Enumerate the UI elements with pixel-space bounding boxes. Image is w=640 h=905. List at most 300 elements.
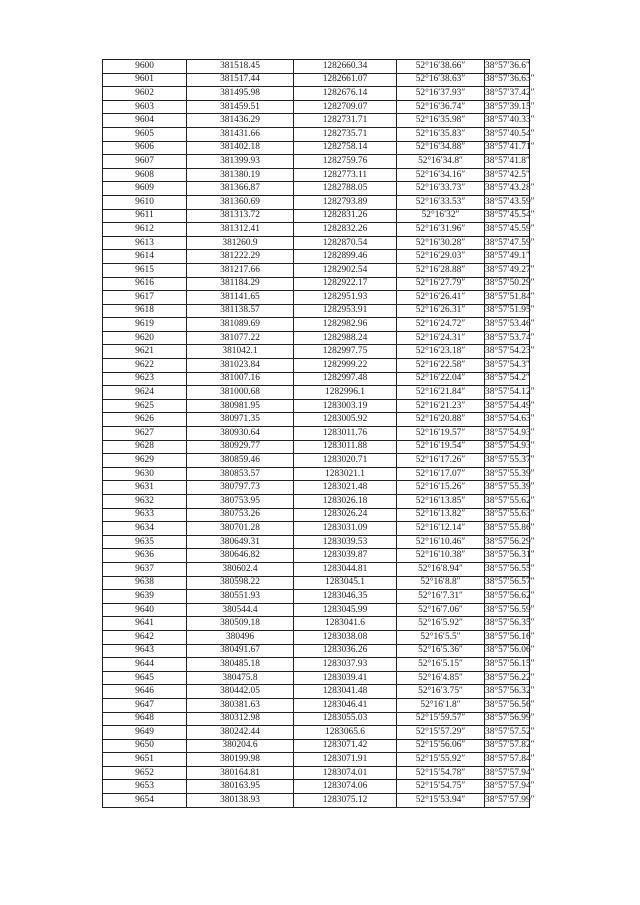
table-row xyxy=(103,794,530,808)
latitude-cell: 52°16′31.96″ xyxy=(397,223,485,237)
latitude-cell: 52°16′13.85″ xyxy=(397,495,485,509)
point-id-cell: 9613 xyxy=(103,236,187,250)
point-id-cell: 9648 xyxy=(103,712,187,726)
y-coordinate-cell: 1282922.17 xyxy=(294,277,397,291)
x-coordinate-cell: 381518.45 xyxy=(187,60,294,74)
table-row xyxy=(103,481,530,495)
point-id-cell: 9631 xyxy=(103,481,187,495)
x-coordinate-cell: 380598.22 xyxy=(187,576,294,590)
x-coordinate-cell: 381000.68 xyxy=(187,386,294,400)
table-row xyxy=(103,590,530,604)
latitude-cell: 52°16′5.15″ xyxy=(397,658,485,672)
y-coordinate-cell: 1283021.1 xyxy=(294,467,397,481)
point-id-cell: 9603 xyxy=(103,100,187,114)
x-coordinate-cell: 380646.82 xyxy=(187,549,294,563)
table-row xyxy=(103,318,530,332)
latitude-cell: 52°16′3.75″ xyxy=(397,685,485,699)
y-coordinate-cell: 1282731.71 xyxy=(294,114,397,128)
x-coordinate-cell: 380544.4 xyxy=(187,603,294,617)
longitude-cell: 38°57′49.27″ xyxy=(485,263,530,277)
x-coordinate-cell: 381260.9 xyxy=(187,236,294,250)
longitude-cell: 38°57′54.3″ xyxy=(485,359,530,373)
y-coordinate-cell: 1283045.1 xyxy=(294,576,397,590)
y-coordinate-cell: 1282735.71 xyxy=(294,127,397,141)
latitude-cell: 52°16′4.85″ xyxy=(397,671,485,685)
x-coordinate-cell: 380981.95 xyxy=(187,399,294,413)
longitude-cell: 38°57′36.63″ xyxy=(485,73,530,87)
point-id-cell: 9618 xyxy=(103,304,187,318)
table-row xyxy=(103,359,530,373)
point-id-cell: 9630 xyxy=(103,467,187,481)
x-coordinate-cell: 381431.66 xyxy=(187,127,294,141)
latitude-cell: 52°16′10.38″ xyxy=(397,549,485,563)
point-id-cell: 9633 xyxy=(103,508,187,522)
latitude-cell: 52°16′8.94″ xyxy=(397,562,485,576)
latitude-cell: 52°16′17.07″ xyxy=(397,467,485,481)
table-row xyxy=(103,127,530,141)
longitude-cell: 38°57′56.35″ xyxy=(485,617,530,631)
coordinate-table xyxy=(102,59,535,808)
point-id-cell: 9642 xyxy=(103,630,187,644)
table-row xyxy=(103,440,530,454)
latitude-cell: 52°16′24.31″ xyxy=(397,331,485,345)
y-coordinate-cell: 1282997.48 xyxy=(294,372,397,386)
table-row xyxy=(103,413,530,427)
table-row xyxy=(103,644,530,658)
latitude-cell: 52°16′19.54″ xyxy=(397,440,485,454)
point-id-cell: 9624 xyxy=(103,386,187,400)
table-row xyxy=(103,263,530,277)
x-coordinate-cell: 381380.19 xyxy=(187,168,294,182)
longitude-cell: 38°57′57.94″ xyxy=(485,766,530,780)
point-id-cell: 9617 xyxy=(103,291,187,305)
table-row xyxy=(103,223,530,237)
y-coordinate-cell: 1283011.88 xyxy=(294,440,397,454)
x-coordinate-cell: 380753.26 xyxy=(187,508,294,522)
x-coordinate-cell: 380163.95 xyxy=(187,780,294,794)
x-coordinate-cell: 381184.29 xyxy=(187,277,294,291)
table-row xyxy=(103,753,530,767)
longitude-cell: 38°57′56.29″ xyxy=(485,535,530,549)
latitude-cell: 52°15′54.75″ xyxy=(397,780,485,794)
point-id-cell: 9600 xyxy=(103,60,187,74)
y-coordinate-cell: 1283055.03 xyxy=(294,712,397,726)
point-id-cell: 9643 xyxy=(103,644,187,658)
point-id-cell: 9606 xyxy=(103,141,187,155)
y-coordinate-cell: 1283026.24 xyxy=(294,508,397,522)
latitude-cell: 52°16′27.79″ xyxy=(397,277,485,291)
longitude-cell: 38°57′45.54″ xyxy=(485,209,530,223)
longitude-cell: 38°57′56.99″ xyxy=(485,712,530,726)
y-coordinate-cell: 1283074.01 xyxy=(294,766,397,780)
longitude-cell: 38°57′56.57″ xyxy=(485,576,530,590)
x-coordinate-cell: 380649.31 xyxy=(187,535,294,549)
x-coordinate-cell: 381138.57 xyxy=(187,304,294,318)
x-coordinate-cell: 380859.46 xyxy=(187,454,294,468)
y-coordinate-cell: 1283021.48 xyxy=(294,481,397,495)
longitude-cell: 38°57′57.94″ xyxy=(485,780,530,794)
longitude-cell: 38°57′55.86″ xyxy=(485,522,530,536)
latitude-cell: 52°16′35.98″ xyxy=(397,114,485,128)
longitude-cell: 38°57′39.15″ xyxy=(485,100,530,114)
point-id-cell: 9629 xyxy=(103,454,187,468)
point-id-cell: 9614 xyxy=(103,250,187,264)
y-coordinate-cell: 1283046.35 xyxy=(294,590,397,604)
latitude-cell: 52°16′34.16″ xyxy=(397,168,485,182)
x-coordinate-cell: 381222.29 xyxy=(187,250,294,264)
y-coordinate-cell: 1283065.6 xyxy=(294,726,397,740)
latitude-cell: 52°16′32″ xyxy=(397,209,485,223)
y-coordinate-cell: 1282709.07 xyxy=(294,100,397,114)
point-id-cell: 9612 xyxy=(103,223,187,237)
y-coordinate-cell: 1282676.14 xyxy=(294,87,397,101)
table-row xyxy=(103,535,530,549)
point-id-cell: 9647 xyxy=(103,698,187,712)
x-coordinate-cell: 380312.98 xyxy=(187,712,294,726)
y-coordinate-cell: 1283045.99 xyxy=(294,603,397,617)
x-coordinate-cell: 381366.87 xyxy=(187,182,294,196)
x-coordinate-cell: 380381.63 xyxy=(187,698,294,712)
longitude-cell: 38°57′56.16″ xyxy=(485,630,530,644)
x-coordinate-cell: 381399.93 xyxy=(187,155,294,169)
latitude-cell: 52°15′56.06″ xyxy=(397,739,485,753)
longitude-cell: 38°57′55.37″ xyxy=(485,454,530,468)
x-coordinate-cell: 381023.84 xyxy=(187,359,294,373)
point-id-cell: 9601 xyxy=(103,73,187,87)
longitude-cell: 38°57′56.32″ xyxy=(485,685,530,699)
table-row xyxy=(103,671,530,685)
y-coordinate-cell: 1282788.05 xyxy=(294,182,397,196)
y-coordinate-cell: 1282953.91 xyxy=(294,304,397,318)
point-id-cell: 9650 xyxy=(103,739,187,753)
x-coordinate-cell: 380138.93 xyxy=(187,794,294,808)
point-id-cell: 9654 xyxy=(103,794,187,808)
point-id-cell: 9608 xyxy=(103,168,187,182)
y-coordinate-cell: 1282831.26 xyxy=(294,209,397,223)
longitude-cell: 38°57′56.62″ xyxy=(485,590,530,604)
longitude-cell: 38°57′55.63″ xyxy=(485,508,530,522)
x-coordinate-cell: 380442.05 xyxy=(187,685,294,699)
x-coordinate-cell: 380475.8 xyxy=(187,671,294,685)
table-row xyxy=(103,454,530,468)
latitude-cell: 52°16′37.93″ xyxy=(397,87,485,101)
latitude-cell: 52°16′13.82″ xyxy=(397,508,485,522)
table-row xyxy=(103,766,530,780)
longitude-cell: 38°57′51.95″ xyxy=(485,304,530,318)
latitude-cell: 52°16′23.18″ xyxy=(397,345,485,359)
y-coordinate-cell: 1283039.53 xyxy=(294,535,397,549)
table-row xyxy=(103,386,530,400)
x-coordinate-cell: 380753.95 xyxy=(187,495,294,509)
x-coordinate-cell: 380242.44 xyxy=(187,726,294,740)
latitude-cell: 52°16′21.23″ xyxy=(397,399,485,413)
point-id-cell: 9634 xyxy=(103,522,187,536)
table-row xyxy=(103,522,530,536)
point-id-cell: 9626 xyxy=(103,413,187,427)
y-coordinate-cell: 1282793.89 xyxy=(294,195,397,209)
x-coordinate-cell: 381312.41 xyxy=(187,223,294,237)
y-coordinate-cell: 1282832.26 xyxy=(294,223,397,237)
table-row xyxy=(103,427,530,441)
longitude-cell: 38°57′55.39″ xyxy=(485,481,530,495)
table-row xyxy=(103,291,530,305)
table-row xyxy=(103,304,530,318)
table-row xyxy=(103,195,530,209)
point-id-cell: 9652 xyxy=(103,766,187,780)
x-coordinate-cell: 380199.98 xyxy=(187,753,294,767)
longitude-cell: 38°57′56.31″ xyxy=(485,549,530,563)
table-row xyxy=(103,236,530,250)
point-id-cell: 9644 xyxy=(103,658,187,672)
point-id-cell: 9640 xyxy=(103,603,187,617)
longitude-cell: 38°57′55.39″ xyxy=(485,467,530,481)
latitude-cell: 52°16′15.26″ xyxy=(397,481,485,495)
table-row xyxy=(103,250,530,264)
x-coordinate-cell: 381459.51 xyxy=(187,100,294,114)
latitude-cell: 52°16′21.84″ xyxy=(397,386,485,400)
point-id-cell: 9646 xyxy=(103,685,187,699)
table-row xyxy=(103,182,530,196)
y-coordinate-cell: 1282982.96 xyxy=(294,318,397,332)
longitude-cell: 38°57′37.42″ xyxy=(485,87,530,101)
x-coordinate-cell: 380797.73 xyxy=(187,481,294,495)
longitude-cell: 38°57′56.59″ xyxy=(485,603,530,617)
point-id-cell: 9610 xyxy=(103,195,187,209)
table-row xyxy=(103,209,530,223)
longitude-cell: 38°57′41.71″ xyxy=(485,141,530,155)
latitude-cell: 52°16′5.36″ xyxy=(397,644,485,658)
y-coordinate-cell: 1283071.42 xyxy=(294,739,397,753)
point-id-cell: 9621 xyxy=(103,345,187,359)
point-id-cell: 9609 xyxy=(103,182,187,196)
table-row xyxy=(103,345,530,359)
latitude-cell: 52°16′34.8″ xyxy=(397,155,485,169)
x-coordinate-cell: 380853.57 xyxy=(187,467,294,481)
y-coordinate-cell: 1282758.14 xyxy=(294,141,397,155)
longitude-cell: 38°57′42.5″ xyxy=(485,168,530,182)
latitude-cell: 52°15′54.78″ xyxy=(397,766,485,780)
point-id-cell: 9604 xyxy=(103,114,187,128)
y-coordinate-cell: 1283071.91 xyxy=(294,753,397,767)
longitude-cell: 38°57′56.15″ xyxy=(485,658,530,672)
x-coordinate-cell: 381007.16 xyxy=(187,372,294,386)
y-coordinate-cell: 1283038.08 xyxy=(294,630,397,644)
x-coordinate-cell: 380496 xyxy=(187,630,294,644)
table-row xyxy=(103,141,530,155)
latitude-cell: 52°16′7.31″ xyxy=(397,590,485,604)
point-id-cell: 9616 xyxy=(103,277,187,291)
table-row xyxy=(103,331,530,345)
longitude-cell: 38°57′54.2″ xyxy=(485,372,530,386)
y-coordinate-cell: 1283074.06 xyxy=(294,780,397,794)
y-coordinate-cell: 1283046.41 xyxy=(294,698,397,712)
y-coordinate-cell: 1282660.34 xyxy=(294,60,397,74)
longitude-cell: 38°57′43.59″ xyxy=(485,195,530,209)
x-coordinate-cell: 380491.67 xyxy=(187,644,294,658)
longitude-cell: 38°57′47.59″ xyxy=(485,236,530,250)
table-row xyxy=(103,739,530,753)
longitude-cell: 38°57′57.82″ xyxy=(485,739,530,753)
table-row xyxy=(103,562,530,576)
table-row xyxy=(103,617,530,631)
latitude-cell: 52°16′20.88″ xyxy=(397,413,485,427)
longitude-cell: 38°57′54.63″ xyxy=(485,413,530,427)
x-coordinate-cell: 381042.1 xyxy=(187,345,294,359)
longitude-cell: 38°57′40.33″ xyxy=(485,114,530,128)
latitude-cell: 52°16′38.63″ xyxy=(397,73,485,87)
x-coordinate-cell: 380509.18 xyxy=(187,617,294,631)
y-coordinate-cell: 1283039.41 xyxy=(294,671,397,685)
point-id-cell: 9651 xyxy=(103,753,187,767)
y-coordinate-cell: 1282759.76 xyxy=(294,155,397,169)
y-coordinate-cell: 1282997.75 xyxy=(294,345,397,359)
table-row xyxy=(103,576,530,590)
latitude-cell: 52°16′26.31″ xyxy=(397,304,485,318)
latitude-cell: 52°16′30.28″ xyxy=(397,236,485,250)
longitude-cell: 38°57′53.74″ xyxy=(485,331,530,345)
latitude-cell: 52°16′26.41″ xyxy=(397,291,485,305)
point-id-cell: 9641 xyxy=(103,617,187,631)
latitude-cell: 52°16′7.06″ xyxy=(397,603,485,617)
point-id-cell: 9611 xyxy=(103,209,187,223)
longitude-cell: 38°57′36.6″ xyxy=(485,60,530,74)
y-coordinate-cell: 1283003.19 xyxy=(294,399,397,413)
x-coordinate-cell: 381077.22 xyxy=(187,331,294,345)
x-coordinate-cell: 381402.18 xyxy=(187,141,294,155)
latitude-cell: 52°15′59.57″ xyxy=(397,712,485,726)
latitude-cell: 52°16′24.72″ xyxy=(397,318,485,332)
latitude-cell: 52°15′57.29″ xyxy=(397,726,485,740)
table-row xyxy=(103,658,530,672)
longitude-cell: 38°57′56.55″ xyxy=(485,562,530,576)
x-coordinate-cell: 380971.35 xyxy=(187,413,294,427)
latitude-cell: 52°16′34.88″ xyxy=(397,141,485,155)
point-id-cell: 9628 xyxy=(103,440,187,454)
x-coordinate-cell: 381517.44 xyxy=(187,73,294,87)
longitude-cell: 38°57′57.52″ xyxy=(485,726,530,740)
point-id-cell: 9638 xyxy=(103,576,187,590)
table-row xyxy=(103,630,530,644)
x-coordinate-cell: 381217.66 xyxy=(187,263,294,277)
table-row xyxy=(103,712,530,726)
table-row xyxy=(103,603,530,617)
x-coordinate-cell: 381360.69 xyxy=(187,195,294,209)
x-coordinate-cell: 381436.29 xyxy=(187,114,294,128)
table-row xyxy=(103,168,530,182)
y-coordinate-cell: 1283020.71 xyxy=(294,454,397,468)
longitude-cell: 38°57′54.12″ xyxy=(485,386,530,400)
point-id-cell: 9615 xyxy=(103,263,187,277)
point-id-cell: 9636 xyxy=(103,549,187,563)
y-coordinate-cell: 1283037.93 xyxy=(294,658,397,672)
latitude-cell: 52°16′5.92″ xyxy=(397,617,485,631)
y-coordinate-cell: 1283075.12 xyxy=(294,794,397,808)
point-id-cell: 9620 xyxy=(103,331,187,345)
y-coordinate-cell: 1282870.54 xyxy=(294,236,397,250)
x-coordinate-cell: 380930.64 xyxy=(187,427,294,441)
point-id-cell: 9653 xyxy=(103,780,187,794)
y-coordinate-cell: 1283041.6 xyxy=(294,617,397,631)
y-coordinate-cell: 1283031.09 xyxy=(294,522,397,536)
longitude-cell: 38°57′56.56″ xyxy=(485,698,530,712)
table-row xyxy=(103,372,530,386)
point-id-cell: 9645 xyxy=(103,671,187,685)
longitude-cell: 38°57′57.84″ xyxy=(485,753,530,767)
latitude-cell: 52°16′17.26″ xyxy=(397,454,485,468)
table-row xyxy=(103,87,530,101)
latitude-cell: 52°16′22.04″ xyxy=(397,372,485,386)
y-coordinate-cell: 1283026.18 xyxy=(294,495,397,509)
point-id-cell: 9622 xyxy=(103,359,187,373)
y-coordinate-cell: 1282999.22 xyxy=(294,359,397,373)
latitude-cell: 52°16′35.83″ xyxy=(397,127,485,141)
table-row xyxy=(103,100,530,114)
y-coordinate-cell: 1283011.76 xyxy=(294,427,397,441)
point-id-cell: 9649 xyxy=(103,726,187,740)
latitude-cell: 52°16′36.74″ xyxy=(397,100,485,114)
x-coordinate-cell: 380551.93 xyxy=(187,590,294,604)
x-coordinate-cell: 380164.81 xyxy=(187,766,294,780)
y-coordinate-cell: 1282899.46 xyxy=(294,250,397,264)
latitude-cell: 52°16′12.14″ xyxy=(397,522,485,536)
latitude-cell: 52°16′33.53″ xyxy=(397,195,485,209)
longitude-cell: 38°57′53.46″ xyxy=(485,318,530,332)
point-id-cell: 9639 xyxy=(103,590,187,604)
table-row xyxy=(103,685,530,699)
latitude-cell: 52°16′22.58″ xyxy=(397,359,485,373)
longitude-cell: 38°57′54.93″ xyxy=(485,427,530,441)
table-row xyxy=(103,60,530,74)
point-id-cell: 9637 xyxy=(103,562,187,576)
longitude-cell: 38°57′54.23″ xyxy=(485,345,530,359)
point-id-cell: 9605 xyxy=(103,127,187,141)
longitude-cell: 38°57′40.54″ xyxy=(485,127,530,141)
x-coordinate-cell: 380485.18 xyxy=(187,658,294,672)
table-row xyxy=(103,114,530,128)
latitude-cell: 52°16′33.73″ xyxy=(397,182,485,196)
y-coordinate-cell: 1283005.92 xyxy=(294,413,397,427)
x-coordinate-cell: 380929.77 xyxy=(187,440,294,454)
longitude-cell: 38°57′41.8″ xyxy=(485,155,530,169)
y-coordinate-cell: 1282773.11 xyxy=(294,168,397,182)
table-row xyxy=(103,549,530,563)
latitude-cell: 52°15′55.92″ xyxy=(397,753,485,767)
latitude-cell: 52°16′10.46″ xyxy=(397,535,485,549)
latitude-cell: 52°16′1.8″ xyxy=(397,698,485,712)
table-row xyxy=(103,495,530,509)
x-coordinate-cell: 381495.98 xyxy=(187,87,294,101)
y-coordinate-cell: 1282988.24 xyxy=(294,331,397,345)
longitude-cell: 38°57′56.22″ xyxy=(485,671,530,685)
y-coordinate-cell: 1282661.07 xyxy=(294,73,397,87)
table-row xyxy=(103,508,530,522)
longitude-cell: 38°57′56.06″ xyxy=(485,644,530,658)
x-coordinate-cell: 380602.4 xyxy=(187,562,294,576)
y-coordinate-cell: 1282951.93 xyxy=(294,291,397,305)
y-coordinate-cell: 1283041.48 xyxy=(294,685,397,699)
table-row xyxy=(103,726,530,740)
table-row xyxy=(103,698,530,712)
point-id-cell: 9619 xyxy=(103,318,187,332)
x-coordinate-cell: 381141.65 xyxy=(187,291,294,305)
y-coordinate-cell: 1283044.81 xyxy=(294,562,397,576)
latitude-cell: 52°16′5.5″ xyxy=(397,630,485,644)
latitude-cell: 52°16′28.88″ xyxy=(397,263,485,277)
y-coordinate-cell: 1282996.1 xyxy=(294,386,397,400)
point-id-cell: 9602 xyxy=(103,87,187,101)
point-id-cell: 9607 xyxy=(103,155,187,169)
table-row xyxy=(103,73,530,87)
